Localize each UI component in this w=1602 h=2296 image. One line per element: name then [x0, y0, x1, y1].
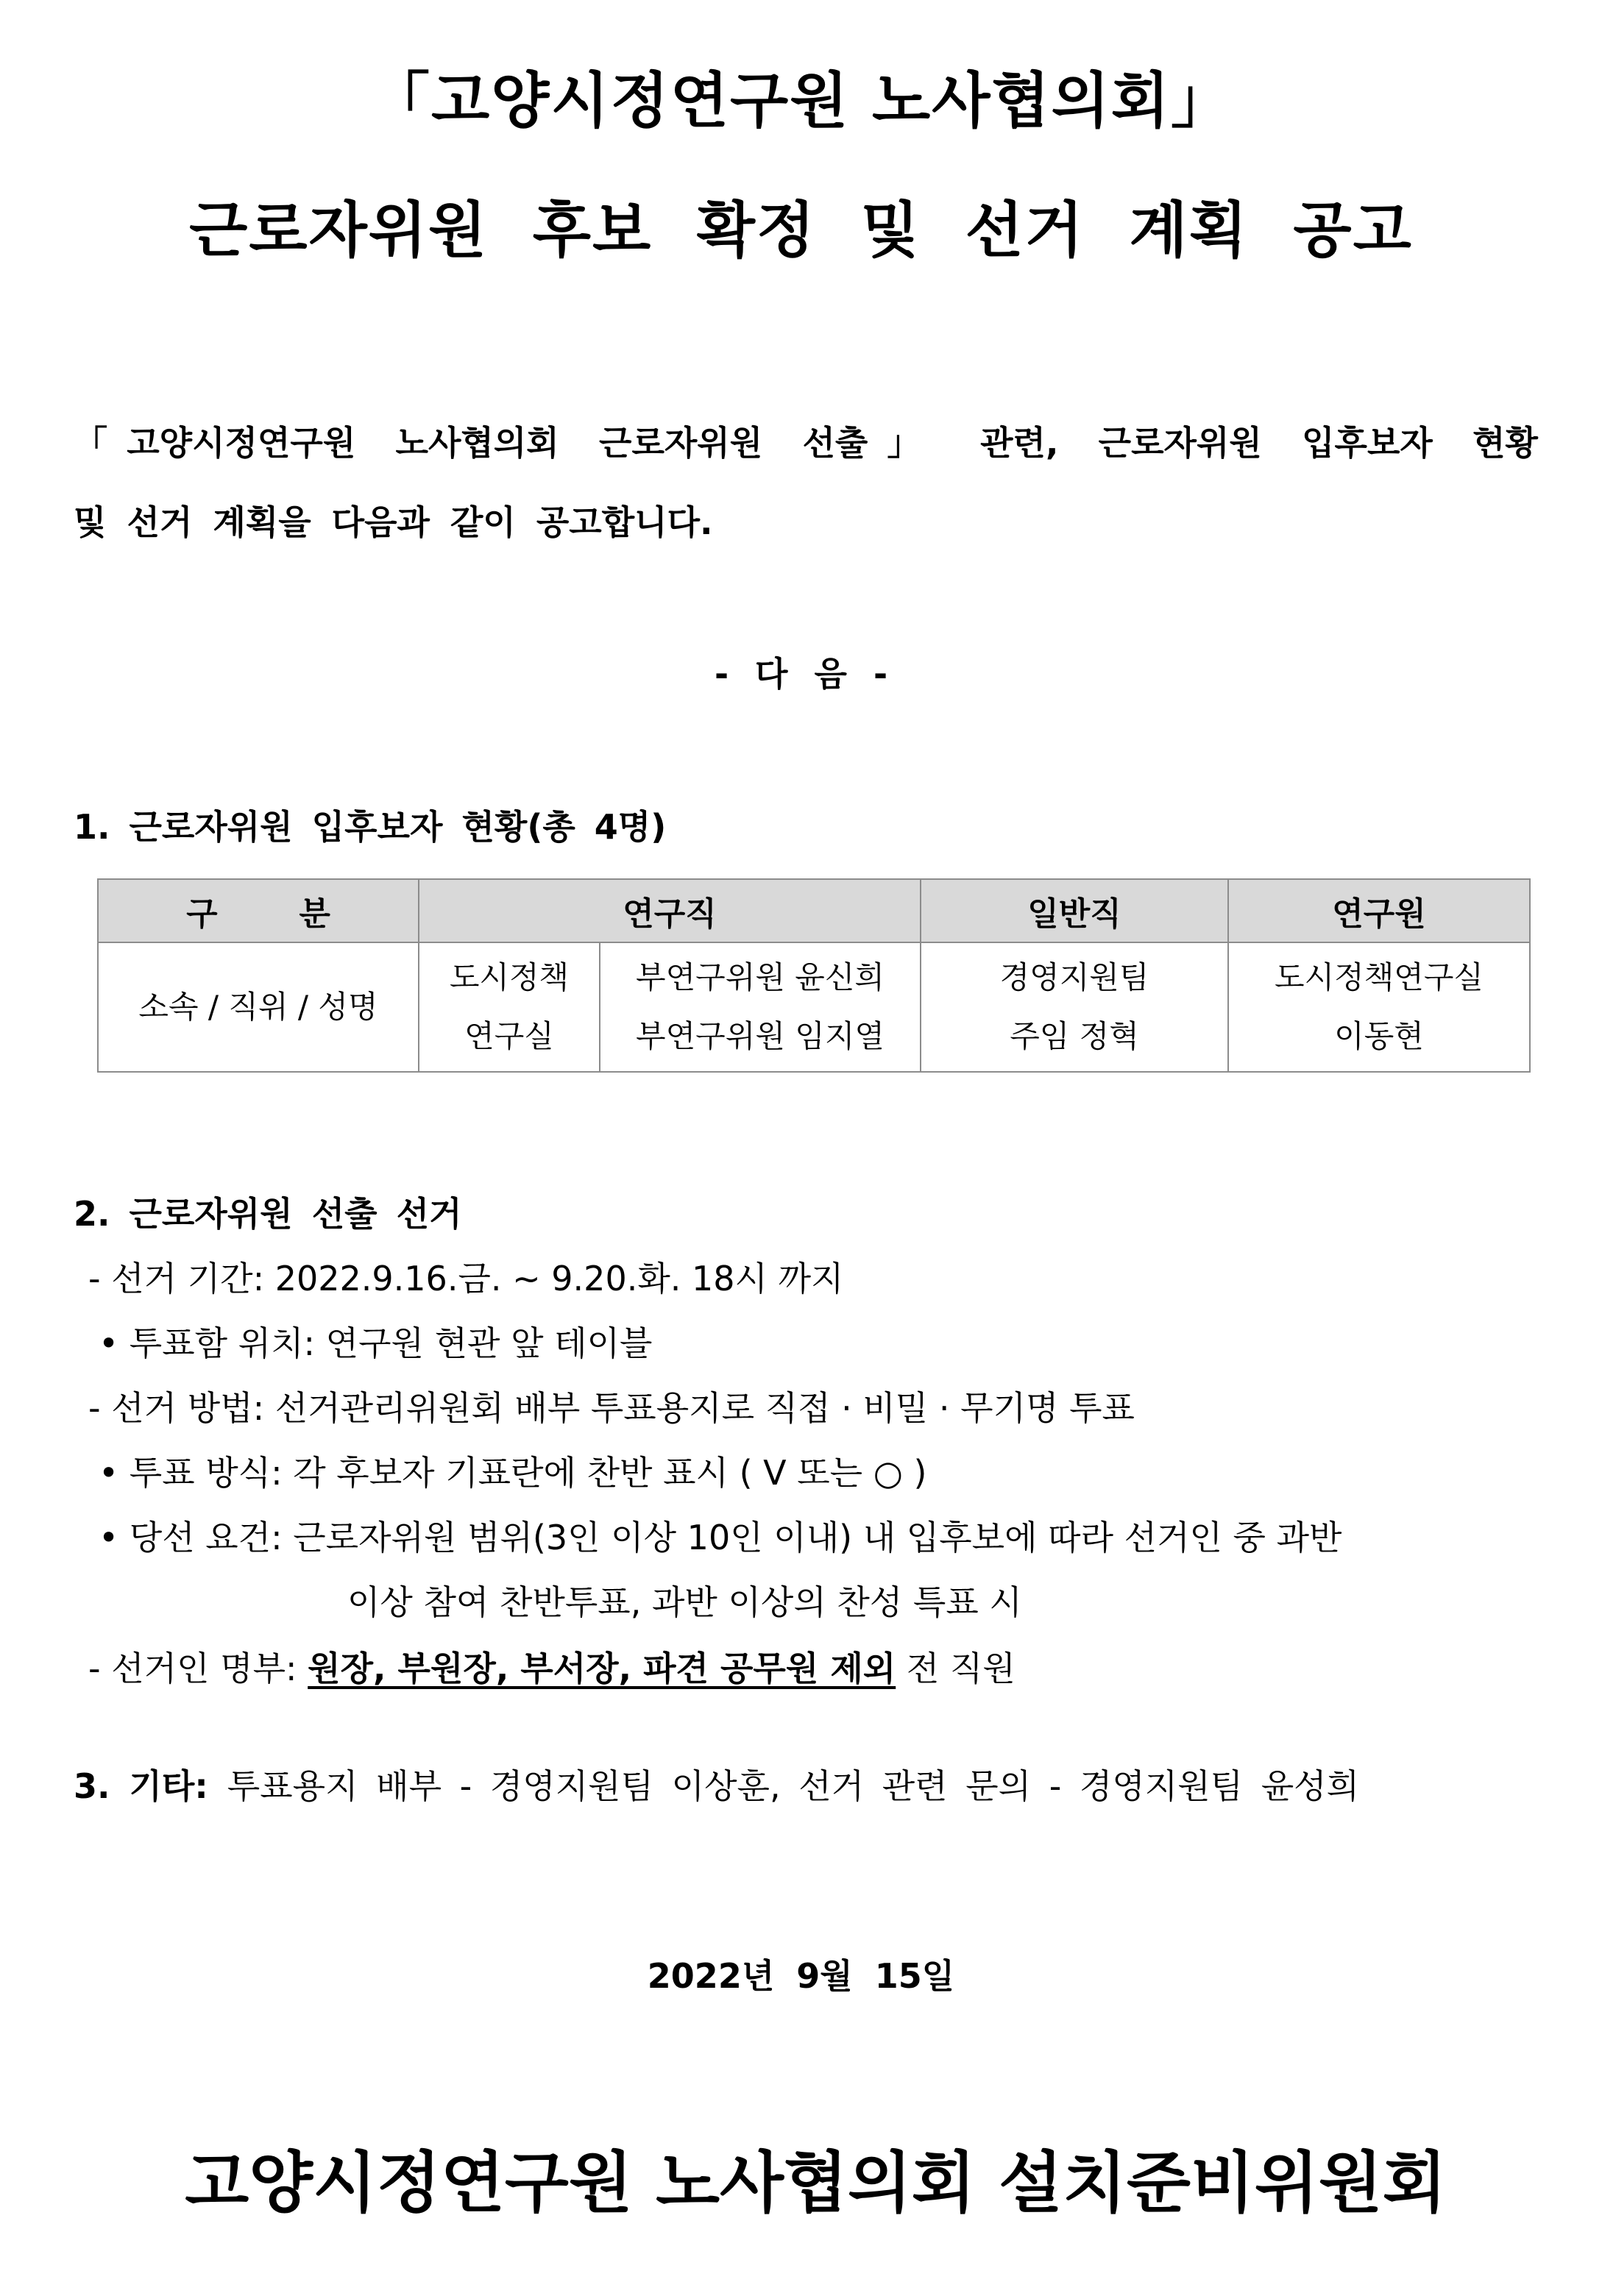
institute-person: 이동현 — [1334, 1018, 1424, 1054]
voter-roll-suffix: 전 직원 — [906, 1649, 1016, 1688]
table-header-row — [98, 879, 1530, 942]
table-header-general: 일반직 — [921, 879, 1228, 942]
table-header-institute: 연구원 — [1228, 879, 1530, 942]
institute-cell — [1228, 942, 1530, 1072]
intro-line-2: 및 선거 계획을 다음과 같이 공고합니다. — [74, 502, 713, 542]
research-person: 부연구위원 윤신희 — [636, 959, 885, 995]
list-item: • 투표함 위치: 연구원 현관 앞 테이블 — [99, 1323, 653, 1363]
research-dept-line: 도시정책 — [449, 959, 570, 995]
list-item: • 당선 요건: 근로자위원 범위(3인 이상 10인 이내) 내 입후보에 따라 선거인 중 과반 — [99, 1518, 1342, 1557]
voter-roll-exclusion: 원장, 부원장, 부서장, 파견 공무원 제외 — [308, 1649, 896, 1688]
research-people-cell — [600, 942, 921, 1072]
section-3-heading: 3. 기타: — [74, 1766, 208, 1806]
list-item: - 선거 방법: 선거관리위원회 배부 투표용지로 직접 · 비밀 · 무기명 투표 — [88, 1388, 1135, 1428]
list-item: 이상 참여 찬반투표, 과반 이상의 찬성 특표 시 — [347, 1582, 1022, 1622]
row-label: 소속 / 직위 / 성명 — [98, 942, 419, 1072]
section-3-text: 투표용지 배부 - 경영지원팀 이상훈, 선거 관련 문의 - 경영지원팀 윤성희 — [227, 1766, 1360, 1806]
research-dept-cell — [419, 942, 600, 1072]
section-3 — [74, 1760, 1359, 1808]
general-person: 주임 정혁 — [1010, 1018, 1139, 1054]
general-dept: 경영지원팀 — [999, 959, 1149, 995]
list-item: • 투표 방식: 각 후보자 기표란에 찬반 표시 ( V 또는 ○ ) — [99, 1453, 927, 1493]
section-2-heading: 2. 근로자위원 선출 선거 — [74, 1194, 462, 1234]
intro-line-1: 「고양시정연구원 노사협의회 근로자위원 선출」 관련, 근로자위원 입후보자 현황 — [74, 423, 1538, 463]
candidate-table — [97, 878, 1531, 1073]
table-header-category: 구 분 — [98, 879, 419, 942]
section-1-heading: 1. 근로자위원 입후보자 현황(총 4명) — [74, 807, 667, 847]
research-dept-line: 연구실 — [464, 1018, 554, 1054]
research-person: 부연구위원 임지열 — [636, 1018, 885, 1054]
voter-roll-item — [88, 1642, 1016, 1691]
page-title-line-2: 근로자위원 후보 확정 및 선거 계획 공고 — [189, 196, 1413, 266]
issuer-name: 고양시정연구원 노사협의회 설치준비위원회 — [185, 2144, 1447, 2222]
notice-date: 2022년 9월 15일 — [647, 1956, 955, 1996]
table-header-research: 연구직 — [419, 879, 921, 942]
list-item: - 선거 기간: 2022.9.16.금. ~ 9.20.화. 18시 까지 — [88, 1259, 844, 1298]
election-details — [88, 1252, 1560, 1693]
section-separator: - 다 음 - — [714, 654, 888, 694]
voter-roll-prefix: - 선거인 명부: — [88, 1649, 297, 1688]
page-title-line-1: 「고양시정연구원 노사협의회」 — [369, 66, 1233, 136]
general-cell — [921, 942, 1228, 1072]
table-row — [98, 942, 1530, 1072]
institute-dept: 도시정책연구실 — [1275, 959, 1484, 995]
